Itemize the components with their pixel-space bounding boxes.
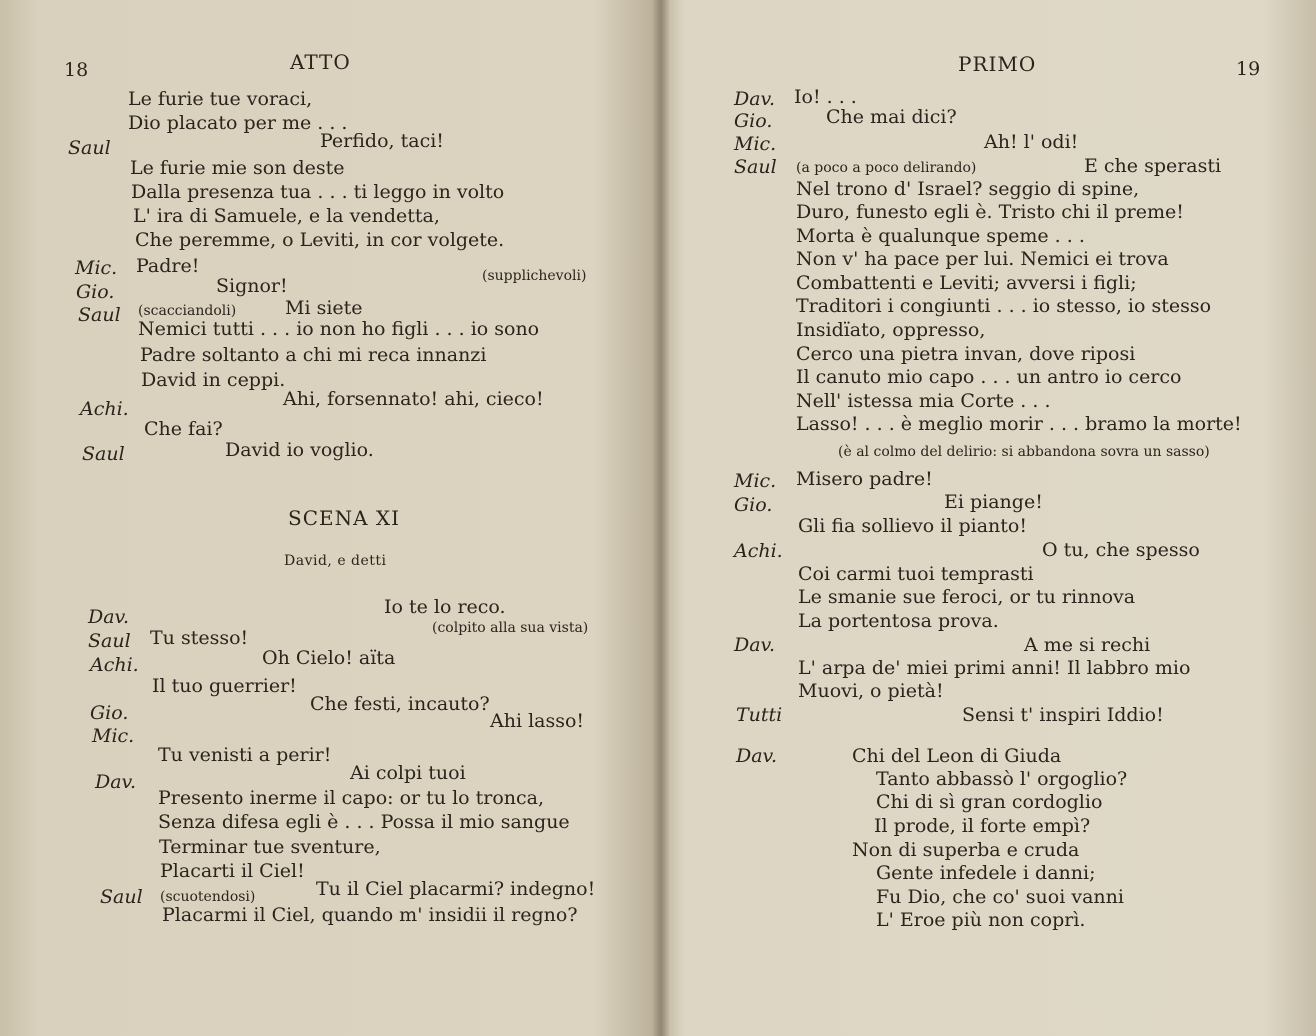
speaker-name: Achi. xyxy=(734,540,783,562)
speaker-name: Mic. xyxy=(734,133,777,155)
speaker-name: Dav. xyxy=(95,771,137,793)
speaker-name: Mic. xyxy=(734,470,777,492)
verse-line: Traditori i congiunti . . . io stesso, io stesso xyxy=(796,295,1212,317)
verse-line: Sensi t' inspiri Iddio! xyxy=(962,704,1164,726)
scene-title: SCENA XI xyxy=(288,506,401,530)
verse-line: Nell' istessa mia Corte . . . xyxy=(796,390,1051,412)
verse-line: A me si rechi xyxy=(1024,634,1151,656)
verse-line: Padre! xyxy=(136,255,200,277)
speaker-name: Gio. xyxy=(76,281,115,303)
verse-line: Il canuto mio capo . . . un antro io cerco xyxy=(796,366,1182,388)
verse-line: Il tuo guerrier! xyxy=(152,675,297,697)
verse-line: Il prode, il forte empì? xyxy=(874,815,1091,837)
verse-line: Muovi, o pietà! xyxy=(798,680,944,702)
speaker-name: Saul xyxy=(78,304,121,326)
verse-line: Dalla presenza tua . . . ti leggo in volto xyxy=(131,181,505,203)
verse-line: Tu il Ciel placarmi? indegno! xyxy=(316,878,596,900)
stage-direction: (a poco a poco delirando) xyxy=(796,160,977,176)
verse-line: Le furie tue voraci, xyxy=(128,88,313,110)
verse-line: Tu venisti a perir! xyxy=(158,744,332,766)
speaker-name: Mic. xyxy=(92,725,135,747)
verse-line: L' arpa de' miei primi anni! Il labbro mio xyxy=(798,657,1191,679)
verse-line: Ai colpi tuoi xyxy=(350,762,466,784)
verse-line: L' ira di Samuele, e la vendetta, xyxy=(133,205,440,227)
verse-line: Chi del Leon di Giuda xyxy=(852,745,1062,767)
verse-line: Placarti il Ciel! xyxy=(160,860,305,882)
speaker-name: Saul xyxy=(100,886,143,908)
verse-line: Cerco una pietra invan, dove riposi xyxy=(796,343,1136,365)
stage-direction: (supplichevoli) xyxy=(482,268,587,284)
speaker-name: Mic. xyxy=(75,257,118,279)
verse-line: Ahi, forsennato! ahi, cieco! xyxy=(283,388,544,410)
verse-line: Oh Cielo! aïta xyxy=(262,647,396,669)
verse-line: Le furie mie son deste xyxy=(130,157,345,179)
verse-line: Io! . . . xyxy=(794,86,857,108)
verse-line: Placarmi il Ciel, quando m' insidii il regno? xyxy=(162,904,578,926)
scene-characters: David, e detti xyxy=(284,553,387,569)
speaker-name: Gio. xyxy=(734,494,773,516)
stage-direction: (scacciandoli) xyxy=(138,303,237,319)
verse-line: Duro, funesto egli è. Tristo chi il preme! xyxy=(796,201,1184,223)
verse-line: Gente infedele i danni; xyxy=(876,862,1096,884)
speaker-name: Tutti xyxy=(736,704,783,726)
verse-line: Padre soltanto a chi mi reca innanzi xyxy=(140,344,487,366)
verse-line: Le smanie sue feroci, or tu rinnova xyxy=(798,586,1136,608)
verse-line: Che festi, incauto? xyxy=(310,693,490,715)
right-page xyxy=(662,0,1316,1036)
speaker-name: Saul xyxy=(68,137,111,159)
speaker-name: Dav. xyxy=(734,88,776,110)
verse-line: Non v' ha pace per lui. Nemici ei trova xyxy=(796,248,1169,270)
verse-line: Tanto abbassò l' orgoglio? xyxy=(876,768,1128,790)
verse-line: E che sperasti xyxy=(1084,155,1222,177)
speaker-name: Dav. xyxy=(734,634,776,656)
speaker-name: Saul xyxy=(82,443,125,465)
verse-line: Che peremme, o Leviti, in cor volgete. xyxy=(135,229,505,251)
verse-line: David in ceppi. xyxy=(141,369,286,391)
speaker-name: Gio. xyxy=(90,702,129,724)
stage-direction: (scuotendosi) xyxy=(160,889,256,905)
verse-line: Gli fia sollievo il pianto! xyxy=(798,515,1027,537)
verse-line: Ei piange! xyxy=(944,491,1043,513)
verse-line: La portentosa prova. xyxy=(798,610,999,632)
verse-line: Misero padre! xyxy=(796,468,933,490)
stage-direction: (colpito alla sua vista) xyxy=(432,620,589,636)
verse-line: Ah! l' odi! xyxy=(984,131,1079,153)
running-head: ATTO xyxy=(290,50,351,74)
speaker-name: Saul xyxy=(734,156,777,178)
verse-line: Coi carmi tuoi temprasti xyxy=(798,563,1034,585)
speaker-name: Dav. xyxy=(88,606,130,628)
speaker-name: Achi. xyxy=(80,398,129,420)
verse-line: Chi di sì gran cordoglio xyxy=(876,791,1103,813)
verse-line: Fu Dio, che co' suoi vanni xyxy=(876,886,1124,908)
verse-line: Io te lo reco. xyxy=(384,596,506,618)
verse-line: Non di superba e cruda xyxy=(852,839,1080,861)
page-number: 19 xyxy=(1236,58,1261,80)
verse-line: Presento inerme il capo: or tu lo tronca, xyxy=(158,787,545,809)
stage-direction: (è al colmo del delirio: si abbandona sovra un sasso) xyxy=(838,444,1210,460)
verse-line: Dio placato per me . . . xyxy=(128,112,348,134)
verse-line: Signor! xyxy=(216,275,288,297)
verse-line: Tu stesso! xyxy=(150,627,249,649)
verse-line: L' Eroe più non coprì. xyxy=(876,909,1086,931)
verse-line: Insidïato, oppresso, xyxy=(796,319,986,341)
verse-line: Nemici tutti . . . io non ho figli . . . io sono xyxy=(138,318,540,340)
running-head: PRIMO xyxy=(958,52,1037,76)
verse-line: Che mai dici? xyxy=(826,106,957,128)
verse-line: Senza difesa egli è . . . Possa il mio sangue xyxy=(158,811,570,833)
verse-line: Che fai? xyxy=(144,418,223,440)
verse-line: Lasso! . . . è meglio morir . . . bramo la morte! xyxy=(796,413,1242,435)
verse-line: Nel trono d' Israel? seggio di spine, xyxy=(796,178,1140,200)
page-number: 18 xyxy=(64,59,89,81)
speaker-name: Dav. xyxy=(736,745,778,767)
speaker-name: Gio. xyxy=(734,110,773,132)
verse-line: David io voglio. xyxy=(225,439,374,461)
verse-line: O tu, che spesso xyxy=(1042,539,1200,561)
verse-line: Terminar tue sventure, xyxy=(159,836,381,858)
verse-line: Ahi lasso! xyxy=(490,710,585,732)
speaker-name: Saul xyxy=(88,630,131,652)
verse-line: Mi siete xyxy=(285,297,363,319)
verse-line: Morta è qualunque speme . . . xyxy=(796,225,1085,247)
speaker-name: Achi. xyxy=(90,654,139,676)
verse-line: Combattenti e Leviti; avversi i figli; xyxy=(796,272,1137,294)
verse-line: Perfido, taci! xyxy=(320,130,444,152)
